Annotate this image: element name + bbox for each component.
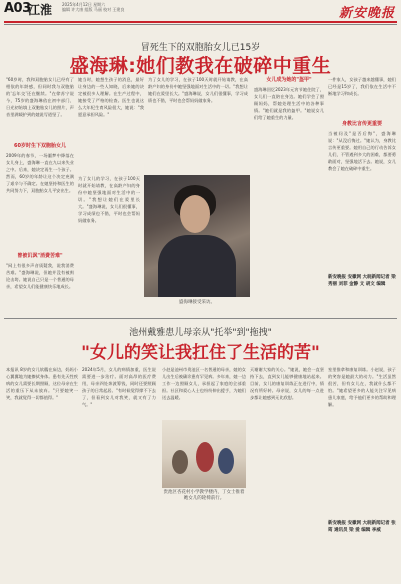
story-divider — [4, 318, 397, 319]
story2-photo — [162, 420, 246, 488]
story1-subhead3: 女儿成为她的"盔甲" — [266, 77, 312, 83]
story2-kicker: 池州戴雅患儿母亲从"托举"到"拖拽" — [129, 328, 272, 338]
photo-figure-3 — [218, 448, 234, 474]
story2-col2: 2024年5月，女儿的病情加重，医生说需要进一步治疗。面对高昂的医疗费用，母亲四处奔波筹钱，同时还要照顾孩子的日常起居。"有时候觉得撑不下去了，但看到女儿对我笑，就又有了力气。" — [82, 367, 156, 407]
story2-col1: 本报讯 8岁的女儿软糯在床边，妈妈小心翼翼地为她擦拭身体。患有先天性疾病的女儿需要长期照顾，这位母亲在生活的重压下从未放弃。"只要她笑一笑，我就觉得一切都值得。" — [6, 367, 78, 400]
page-number: A03 — [4, 1, 31, 16]
story1-byline: 新安晚报 安徽网 大皖新闻记者 梁秀丽 刘菲 金静 文 胡文 编辑 — [328, 275, 396, 287]
story1-photo — [144, 175, 250, 297]
story1-col1b: 2009年的春节，一场噩梦中降落在女儿身上，盛海琳一直在九以来失业之中。后来，她决定再生一个孩子。然而，60岁的年龄让这个决定充满了艰辛与不确定。在她坚持和医生的共同努力下，双胞胎女儿平安出生。 — [6, 153, 74, 193]
photo-person-body — [158, 235, 236, 297]
story2-photo-caption: 贵池区杏花村小学教学楼内，丁女士推着她女儿的轮椅前行。 — [163, 490, 245, 501]
photo-figure-2 — [196, 442, 214, 472]
masthead — [0, 0, 401, 22]
masthead-rule-thin — [4, 24, 397, 25]
section-name: 江淮 — [28, 3, 53, 17]
story2-byline: 新安晚报 安徽网 大皖新闻记者 张 筠 通讯员 梁 爱 编辑 李威 — [328, 521, 396, 533]
story2-col4: 天谢谢大家的关心。"她说，她会一直坚持下去，直到女儿能够健康地站起来。目前，女儿的康复训练正在进行中，情况有所好转。母亲说，女儿的每一点进步都让她感到无比欣慰。 — [250, 367, 324, 400]
story1-col4: 盛海琳回忆2023年元宵节她住院了，女儿们一直陪在身边。她们学会了照顾妈妈，帮她处理生活中的各种事情。"她们就是我的盔甲。"她说女儿们给了她重生的力量。 — [254, 87, 324, 120]
story1-photo-caption: 盛海琳接受采访。 — [179, 300, 215, 305]
story1-subhead2: 曾被讥讽"消费苦难" — [17, 253, 63, 259]
dateline — [62, 2, 182, 12]
story2-headline: "女儿的笑让我扛住了生活的苦" — [81, 343, 320, 363]
story1-col3: 为了女儿的学习，在孩子100天时就开始请教，在高龄产妇的身份中她坚强地面对生活中的一切。"我想让她们在爱里长大。"盛海琳说，女儿们很懂事，学习成绩也不错，平时也会帮妈妈做家务。 — [148, 77, 248, 103]
masthead-rule — [4, 21, 397, 23]
story1-col1: "60岁时，我和双胞胎女儿已经有了相依的年龄感，但同时我与双胞胎的'忘年交'还在继续。"在徐苏宁说今，75岁的盛海琳依在初中部门、日光初始填上双胞胎女儿的照片，声音里满载护到的她说写道坚了。 — [6, 77, 74, 117]
photo-figure-1 — [172, 450, 188, 474]
story1-col2: 她当时，她想生孩子的消息，最好让身边的一些人知晓，后来她的决定被很多人理解。在生产过程中，她接受了严格的检查。医生也说这么大年纪生育风险很大，她说："我愿意承担风险。" — [78, 77, 144, 117]
story1-headline: 盛海琳:她们教我在破碎中重生 — [69, 55, 332, 77]
story2-col5: 室里推拿和康复训练。小赵说，孩子的笑容是她最大的动力。"生活虽然很苦，但有女儿在，我就什么都不怕。"她希望更多的人能关注罕见病患儿家庭，给予他们更多的帮助和理解。 — [328, 367, 396, 407]
newspaper-logo: 新安晚报 — [338, 6, 395, 21]
dateline-editors: 编辑 许大康 组版 马丽 校对 王建良 — [62, 7, 125, 12]
story1-subhead4: 身教比言传更重要 — [341, 121, 382, 127]
story1-col5: 一件家人，女孩子越来越懂事，她们已经是15岁了，我们依在生活中不断地学习和成长。 — [328, 77, 396, 96]
story1-col5b: 当被问及"是否后悔"，盛海琳说："从没后悔过。"她认为，身教比言传更重要。她用自己的行动告诉女儿们，不管遇到多大的困难，都要勇敢面对，坚强地活下去。她说，女儿教会了她在破碎中重生。 — [328, 131, 396, 171]
story2-col3: 小赵是池州市贵池区一名普通的母亲，她的女儿出生后被确诊患有罕见病。多年来，她一边工作一边照顾女儿，承担起了家庭的全部重担。社区和爱心人士也纷纷伸出援手，为她们送去温暖。 — [162, 367, 246, 400]
story1-subhead1: 60岁时生下双胞胎女儿 — [14, 143, 66, 149]
story1-kicker: 冒死生下的双胞胎女儿已15岁 — [140, 43, 261, 53]
story1-col2b: "网上有很多声音质疑我，说我消费苦难。"盛海琳说，但她并没有被舆论击垮。她说自己只是一个普通的母亲，希望女儿们能健康快乐地成长。 — [6, 263, 74, 289]
dateline-date: 2025年4月12日 星期六 — [62, 2, 106, 7]
photo-person-face — [180, 195, 210, 233]
story1-col3-left: 为了女儿的学习，在孩子100天时就开始请教，在高龄产妇的身份中她坚强地面对生活中的一切。"我想让她们在爱里长大。"盛海琳说，女儿们很懂事，学习成绩也不错，平时也会帮妈妈做家务。 — [78, 176, 140, 223]
